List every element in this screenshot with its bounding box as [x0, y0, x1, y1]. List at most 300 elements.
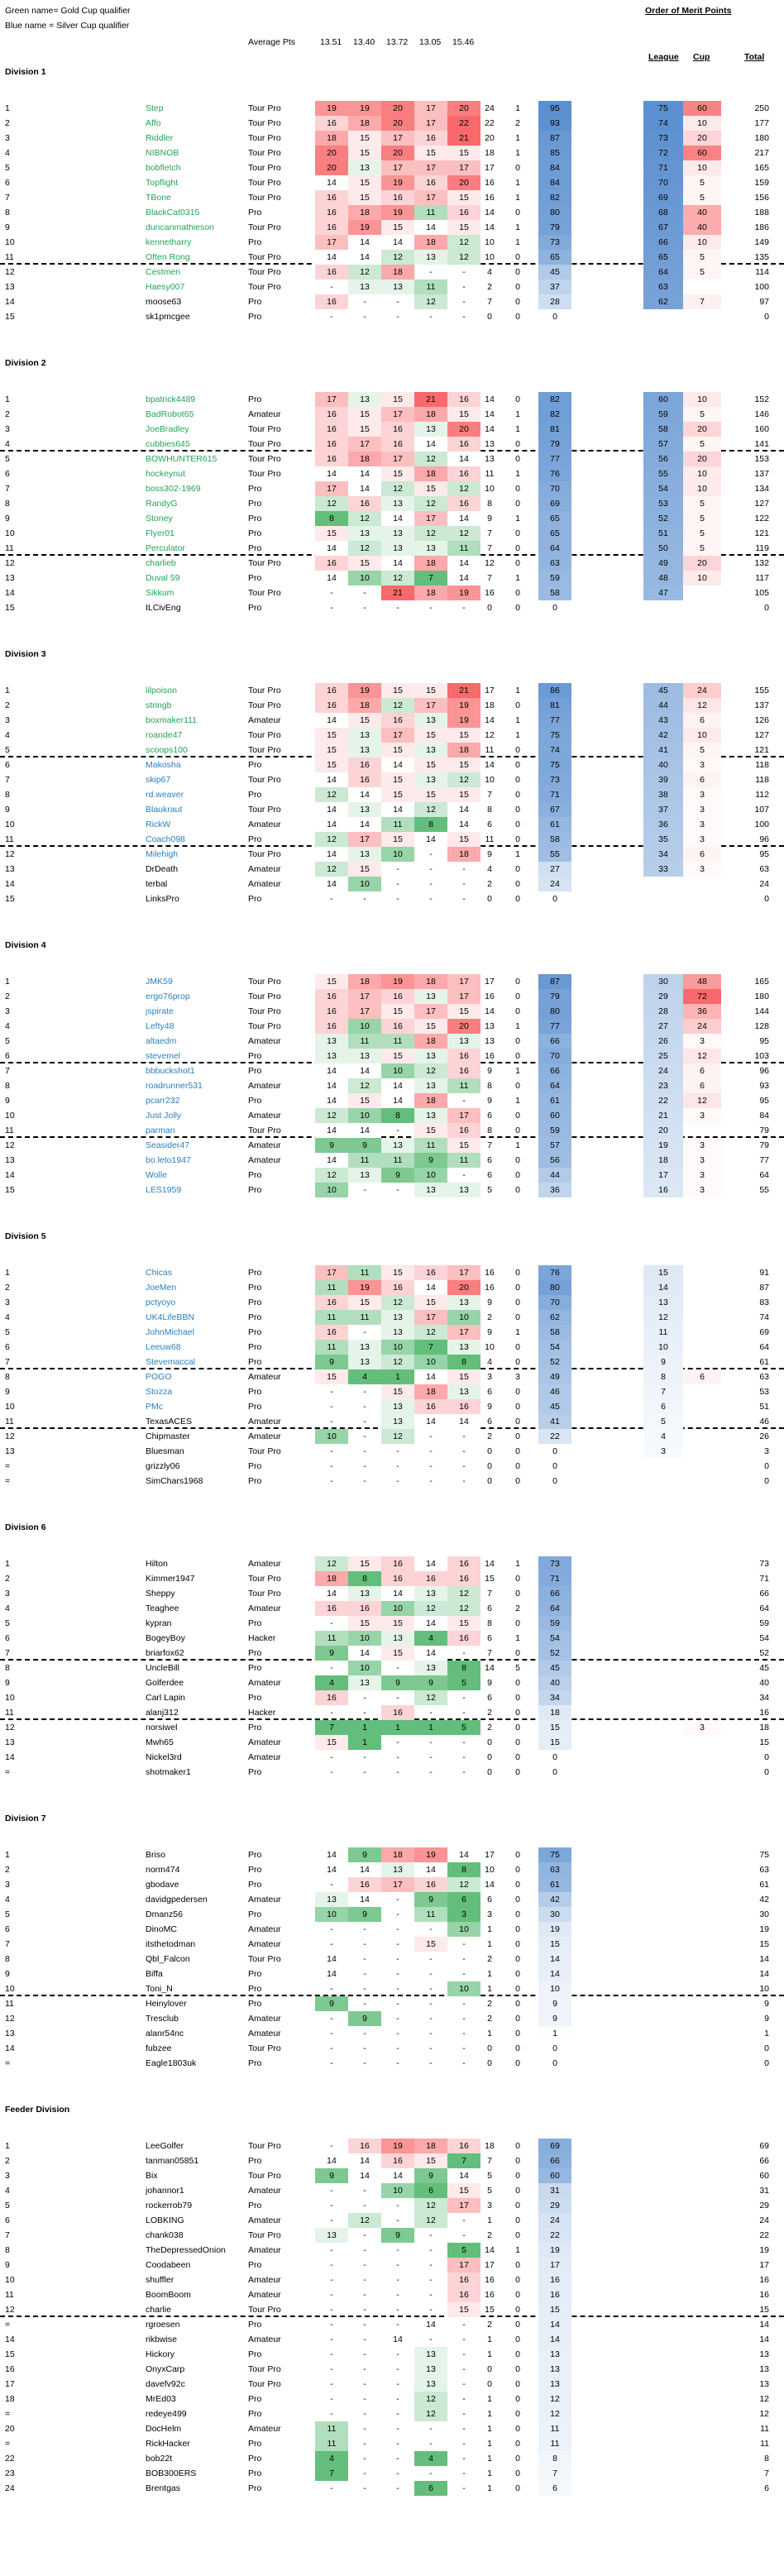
- average-points: 19: [538, 2243, 571, 2258]
- player-name: JoeMen: [146, 1283, 177, 1293]
- player-name: JMK59: [146, 977, 173, 987]
- player-row: [0, 220, 784, 235]
- total-points: 16: [759, 1708, 769, 1718]
- stat-a: 5: [487, 2171, 492, 2181]
- cup-points: 5: [683, 250, 721, 265]
- round-score: 15: [381, 1265, 414, 1280]
- league-points: [643, 2332, 683, 2347]
- average-points: 27: [538, 862, 571, 877]
- round-score: 14: [381, 511, 414, 526]
- round-score: 18: [414, 1384, 447, 1399]
- stat-a: 11: [485, 469, 495, 479]
- player-row: [0, 1355, 784, 1369]
- cup-points: 5: [683, 190, 721, 205]
- round-score: 16: [447, 1049, 480, 1063]
- cup-points: [683, 1616, 721, 1631]
- round-score: 12: [381, 1429, 414, 1444]
- player-name: Carl Lapin: [146, 1693, 185, 1703]
- round-score: -: [462, 1461, 466, 1471]
- round-score: 18: [414, 2139, 447, 2153]
- league-points: [643, 1877, 683, 1892]
- cup-points: 20: [683, 422, 721, 437]
- round-score: 14: [414, 1369, 447, 1384]
- stat-b: 1: [515, 849, 520, 859]
- average-points: 67: [538, 802, 571, 817]
- skill-level: Pro: [248, 1693, 262, 1703]
- position-cell: 23: [5, 2468, 15, 2478]
- round-score: -: [363, 2320, 366, 2330]
- average-points: 0: [538, 1459, 571, 1474]
- position-cell: 22: [5, 2454, 15, 2464]
- skill-level: Hacker: [248, 1633, 276, 1643]
- skill-level: Pro: [248, 1387, 262, 1397]
- stat-b: 0: [515, 1298, 520, 1307]
- round-score: -: [330, 1618, 333, 1628]
- cup-points: [683, 1705, 721, 1720]
- position-cell: 17: [5, 2379, 15, 2389]
- total-points: 149: [754, 237, 769, 247]
- total-points: 19: [759, 2245, 769, 2255]
- round-score: -: [462, 2439, 466, 2449]
- round-score: 11: [414, 205, 447, 220]
- total-points: 105: [754, 588, 769, 598]
- skill-level: Amateur: [248, 1895, 281, 1905]
- total-points: 69: [759, 1327, 769, 1337]
- cup-points: [683, 1967, 721, 1981]
- average-points: 63: [538, 1862, 571, 1877]
- player-name: skip67: [146, 775, 171, 785]
- round-score: 12: [414, 526, 447, 541]
- round-score: -: [429, 879, 433, 889]
- round-score: -: [363, 2335, 366, 2344]
- total-points: 135: [754, 252, 769, 262]
- average-points: 61: [538, 817, 571, 832]
- player-row: [0, 131, 784, 146]
- round-score: -: [462, 2230, 466, 2240]
- average-points: 75: [538, 728, 571, 743]
- round-score: -: [330, 2186, 333, 2196]
- round-score: -: [363, 1752, 366, 1762]
- round-score: -: [429, 312, 433, 322]
- player-name: Hickory: [146, 2349, 175, 2359]
- stat-a: 24: [485, 103, 495, 113]
- player-row: [0, 1474, 784, 1489]
- total-points: 10: [759, 1984, 769, 1994]
- stat-b: 0: [515, 1752, 520, 1762]
- cup-points: 12: [683, 698, 721, 713]
- round-score: -: [363, 1476, 366, 1486]
- round-score: 13: [447, 1183, 480, 1197]
- skill-level: Amateur: [248, 2245, 281, 2255]
- round-score: -: [330, 1387, 333, 1397]
- stat-a: 16: [485, 1283, 495, 1293]
- round-score: -: [363, 2468, 366, 2478]
- round-score: 18: [414, 466, 447, 481]
- round-score: 10: [348, 1108, 381, 1123]
- player-row: [0, 1750, 784, 1765]
- round-score: 10: [414, 1168, 447, 1183]
- position-cell: 10: [5, 2275, 15, 2285]
- average-points: 69: [538, 2139, 571, 2153]
- player-name: Topflight: [146, 178, 179, 188]
- league-points: 16: [643, 1183, 683, 1197]
- position-cell: 9: [5, 1678, 10, 1688]
- player-row: [0, 1952, 784, 1967]
- stat-a: 10: [485, 1865, 495, 1875]
- league-points: [643, 1765, 683, 1780]
- round-score: 11: [414, 1138, 447, 1153]
- player-row: [0, 1646, 784, 1661]
- player-name: DocHelm: [146, 2424, 182, 2434]
- league-points: 33: [643, 862, 683, 877]
- skill-level: Pro: [248, 312, 262, 322]
- player-name: Coodabeen: [146, 2260, 191, 2270]
- stat-a: 7: [487, 2156, 492, 2166]
- stat-b: 0: [515, 1387, 520, 1397]
- total-points: 119: [755, 543, 769, 553]
- round-score: 18: [381, 1847, 414, 1862]
- round-score: -: [330, 2394, 333, 2404]
- round-score: 14: [348, 2153, 381, 2168]
- round-score: 10: [381, 2183, 414, 2198]
- round-score: -: [363, 2245, 366, 2255]
- stat-b: 0: [515, 2156, 520, 2166]
- round-score: 1: [348, 1735, 381, 1750]
- player-row: [0, 571, 784, 585]
- cup-points: [683, 280, 721, 294]
- stat-b: 1: [515, 715, 520, 725]
- player-name: stevemel: [146, 1051, 181, 1061]
- round-score: -: [363, 1417, 366, 1427]
- average-points: 93: [538, 116, 571, 131]
- division-title: Division 2: [5, 358, 46, 368]
- round-score: 15: [414, 1937, 447, 1952]
- cup-points: [683, 1847, 721, 1862]
- round-score: 16: [414, 175, 447, 190]
- total-points: 73: [759, 1559, 769, 1569]
- position-cell: 15: [5, 894, 15, 904]
- league-points: 52: [643, 511, 683, 526]
- stat-a: 13: [485, 1036, 495, 1046]
- round-score: 17: [315, 392, 348, 407]
- position-cell: 1: [5, 1850, 10, 1860]
- round-score: -: [429, 2335, 433, 2344]
- round-score: -: [330, 1476, 333, 1486]
- round-score: -: [396, 1461, 399, 1471]
- player-row: [0, 1444, 784, 1459]
- player-name: norm474: [146, 1865, 180, 1875]
- player-row: [0, 1168, 784, 1183]
- round-score: 11: [447, 1153, 480, 1168]
- round-score: 16: [348, 1877, 381, 1892]
- player-name: charlie: [146, 2305, 171, 2315]
- stat-b: 1: [515, 178, 520, 188]
- round-score: 9: [315, 1355, 348, 1369]
- round-score: 13: [381, 541, 414, 556]
- round-score: -: [429, 603, 433, 613]
- round-score: 10: [315, 1429, 348, 1444]
- round-score: -: [330, 588, 333, 598]
- round-score: 3: [447, 1907, 480, 1922]
- position-cell: 9: [5, 2260, 10, 2270]
- round-score: 12: [348, 2213, 381, 2228]
- round-score: -: [396, 2454, 399, 2464]
- stat-a: 9: [487, 514, 492, 523]
- total-points: 7: [764, 2468, 769, 2478]
- player-name: itsthetodman: [146, 1939, 196, 1949]
- round-score: -: [429, 2439, 433, 2449]
- average-points: 59: [538, 571, 571, 585]
- stat-a: 16: [485, 992, 495, 1001]
- player-row: [0, 2332, 784, 2347]
- round-score: 11: [315, 2421, 348, 2436]
- average-points: 0: [538, 2041, 571, 2056]
- round-score: 14: [315, 466, 348, 481]
- league-points: 47: [643, 585, 683, 600]
- round-score: 18: [414, 1093, 447, 1108]
- player-name: DrDeath: [146, 864, 179, 874]
- round-score: -: [462, 312, 466, 322]
- stat-a: 8: [487, 1081, 492, 1091]
- round-score: -: [462, 2014, 466, 2024]
- round-score: 13: [414, 422, 447, 437]
- average-points: 85: [538, 146, 571, 160]
- total-points: 61: [759, 1880, 769, 1890]
- round-score: 8: [348, 1571, 381, 1586]
- average-points: 11: [538, 2421, 571, 2436]
- average-points: 42: [538, 1892, 571, 1907]
- position-cell: 10: [5, 237, 15, 247]
- position-cell: 10: [5, 1402, 15, 1412]
- stat-b: 2: [515, 1603, 520, 1613]
- skill-level: Pro: [248, 2260, 262, 2270]
- average-points: 0: [538, 1750, 571, 1765]
- round-score: 12: [348, 1078, 381, 1093]
- position-cell: 1: [5, 1559, 10, 1569]
- legend-gold: Green name= Gold Cup qualifier: [5, 6, 131, 16]
- cup-points: 24: [683, 683, 721, 698]
- round-score: 17: [414, 160, 447, 175]
- player-name: Sikkum: [146, 588, 174, 598]
- stat-b: 0: [515, 1446, 520, 1456]
- position-cell: 15: [5, 603, 15, 613]
- round-score: 15: [414, 787, 447, 802]
- average-pts-header: Average Pts: [248, 37, 296, 47]
- league-points: [643, 2287, 683, 2302]
- round-score: 14: [381, 1586, 414, 1601]
- cup-points: [683, 1765, 721, 1780]
- player-row: [0, 1765, 784, 1780]
- round-score: -: [429, 849, 433, 859]
- player-row: [0, 585, 784, 600]
- round-score: 15: [447, 407, 480, 422]
- league-points: 13: [643, 1295, 683, 1310]
- player-row: [0, 1847, 784, 1862]
- player-row: [0, 556, 784, 571]
- round-score: -: [396, 864, 399, 874]
- league-points: [643, 2377, 683, 2392]
- round-score: -: [462, 2043, 466, 2053]
- league-points: 8: [643, 1369, 683, 1384]
- average-points: 29: [538, 2198, 571, 2213]
- round-score: 16: [315, 989, 348, 1004]
- cup-points: 60: [683, 101, 721, 116]
- total-points: 126: [754, 715, 769, 725]
- round-score: -: [396, 2043, 399, 2053]
- player-name: LES1959: [146, 1185, 182, 1195]
- round-score: 7: [447, 2153, 480, 2168]
- round-score: 12: [447, 1586, 480, 1601]
- stat-b: 1: [515, 1021, 520, 1031]
- skill-level: Amateur: [248, 1431, 281, 1441]
- round-score: -: [330, 2260, 333, 2270]
- stat-b: 1: [515, 1327, 520, 1337]
- skill-level: Tour Pro: [248, 133, 281, 143]
- player-row: [0, 2362, 784, 2377]
- league-points: [643, 2258, 683, 2273]
- round-score: 9: [315, 1646, 348, 1661]
- total-points: 15: [759, 1737, 769, 1747]
- cup-points: 40: [683, 220, 721, 235]
- player-row: [0, 160, 784, 175]
- round-score: -: [363, 2186, 366, 2196]
- stat-a: 0: [487, 1446, 492, 1456]
- round-score: 19: [381, 974, 414, 989]
- round-score: 16: [447, 2287, 480, 2302]
- round-score: 15: [414, 758, 447, 772]
- round-score: 15: [414, 728, 447, 743]
- stat-b: 0: [515, 484, 520, 494]
- player-name: LeeGolfer: [146, 2141, 184, 2151]
- average-points: 10: [538, 1981, 571, 1996]
- round-score: 15: [315, 1369, 348, 1384]
- total-points: 134: [754, 484, 769, 494]
- position-cell: 9: [5, 1096, 10, 1106]
- round-score: 14: [315, 1063, 348, 1078]
- player-row: [0, 175, 784, 190]
- round-score: -: [462, 1708, 466, 1718]
- player-row: [0, 1310, 784, 1325]
- round-score: 14: [348, 1646, 381, 1661]
- round-score: -: [429, 1476, 433, 1486]
- average-points: 45: [538, 265, 571, 280]
- player-row: [0, 1996, 784, 2011]
- average-points: 24: [538, 877, 571, 891]
- stat-a: 14: [485, 1006, 495, 1016]
- position-cell: 5: [5, 1909, 10, 1919]
- player-row: [0, 1661, 784, 1675]
- stat-b: 0: [515, 2043, 520, 2053]
- stat-b: 1: [515, 1096, 520, 1106]
- stat-a: 1: [487, 2335, 492, 2344]
- skill-level: Pro: [248, 2439, 262, 2449]
- round-score: 20: [315, 146, 348, 160]
- league-points: 48: [643, 571, 683, 585]
- stat-a: 1: [487, 2349, 492, 2359]
- cup-points: 12: [683, 1049, 721, 1063]
- round-score: 13: [381, 1631, 414, 1646]
- stat-b: 0: [515, 2186, 520, 2196]
- stat-a: 7: [487, 1589, 492, 1599]
- skill-level: Amateur: [248, 1603, 281, 1613]
- league-points: [643, 1616, 683, 1631]
- round-score: 16: [447, 496, 480, 511]
- total-points: 55: [759, 1185, 769, 1195]
- cup-points: [683, 2183, 721, 2198]
- player-name: Dmanz56: [146, 1909, 183, 1919]
- round-score: 8: [381, 1108, 414, 1123]
- round-score: -: [330, 2409, 333, 2419]
- league-points: 9: [643, 1355, 683, 1369]
- player-name: gbodave: [146, 1880, 179, 1890]
- round-score: 10: [315, 1183, 348, 1197]
- stat-a: 2: [487, 879, 492, 889]
- league-points: [643, 1750, 683, 1765]
- stat-a: 1: [487, 1939, 492, 1949]
- total-points: 117: [755, 573, 769, 583]
- round-score: -: [462, 1693, 466, 1703]
- round-score: 12: [447, 235, 480, 250]
- player-row: [0, 265, 784, 280]
- position-cell: 4: [5, 2186, 10, 2196]
- league-points: 36: [643, 817, 683, 832]
- player-name: Mwh65: [146, 1737, 174, 1747]
- cup-points: [683, 1601, 721, 1616]
- skill-level: Tour Pro: [248, 118, 281, 128]
- round-score: -: [396, 1924, 399, 1934]
- round-score: 14: [315, 2153, 348, 2168]
- stat-a: 13: [485, 439, 495, 449]
- total-points: 13: [759, 2349, 769, 2359]
- round-score: 15: [348, 862, 381, 877]
- round-score: 13: [381, 280, 414, 294]
- round-score: 17: [447, 1108, 480, 1123]
- round-score: 15: [381, 1616, 414, 1631]
- player-row: [0, 250, 784, 265]
- round-score: 15: [447, 1369, 480, 1384]
- order-of-merit-title: Order of Merit Points: [645, 6, 732, 16]
- round-score: 14: [348, 481, 381, 496]
- round-score: 16: [447, 2139, 480, 2153]
- stat-a: 6: [487, 1111, 492, 1121]
- player-name: BogeyBoy: [146, 1633, 185, 1643]
- position-cell: 3: [5, 133, 10, 143]
- round-score: 16: [381, 1705, 414, 1720]
- stat-b: 0: [515, 588, 520, 598]
- player-row: [0, 713, 784, 728]
- cup-points: 6: [683, 1369, 721, 1384]
- round-score: 15: [414, 481, 447, 496]
- round-score: 16: [315, 116, 348, 131]
- round-score: -: [462, 297, 466, 307]
- total-points: 75: [759, 1850, 769, 1860]
- skill-level: Pro: [248, 1461, 262, 1471]
- division-title: Division 5: [5, 1231, 46, 1241]
- league-points: 53: [643, 496, 683, 511]
- stat-a: 8: [487, 499, 492, 509]
- round-score: 14: [447, 2168, 480, 2183]
- total-points: 146: [754, 409, 769, 419]
- position-cell: 14: [5, 588, 15, 598]
- skill-level: Tour Pro: [248, 588, 281, 598]
- round-score: 12: [414, 2406, 447, 2421]
- total-points: 95: [759, 1096, 769, 1106]
- player-row: [0, 1063, 784, 1078]
- total-points: 159: [754, 178, 769, 188]
- average-points: 87: [538, 974, 571, 989]
- player-row: [0, 1922, 784, 1937]
- player-name: BlackCat0315: [146, 208, 200, 217]
